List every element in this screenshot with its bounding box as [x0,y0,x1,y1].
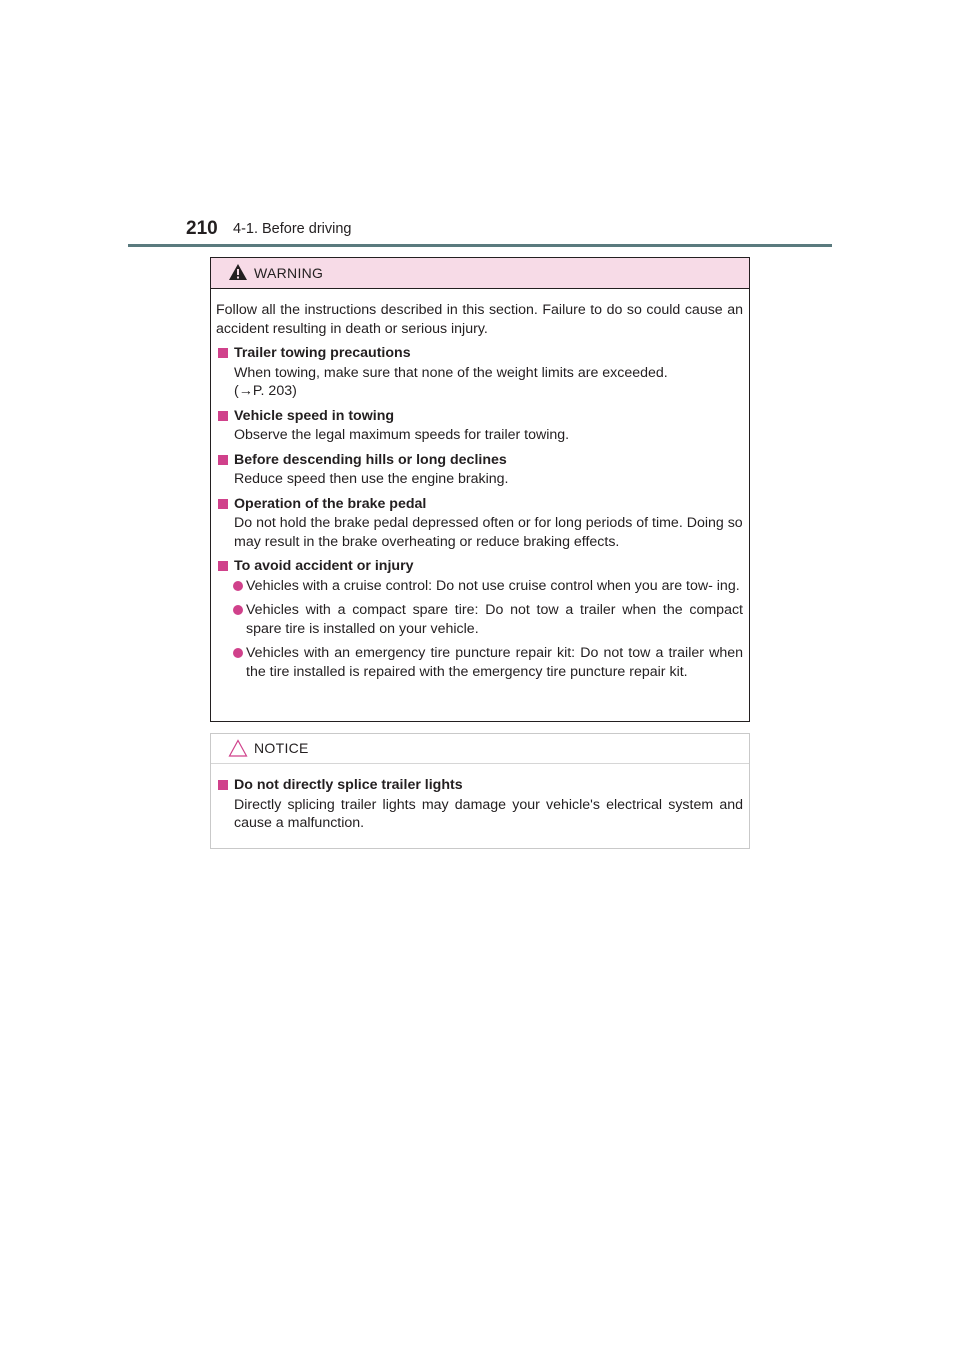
warning-label: WARNING [254,265,324,281]
pink-circle-icon [233,648,243,658]
pink-square-icon [218,411,228,421]
item-title: Before descending hills or long declines [216,451,743,470]
pink-circle-icon [233,605,243,615]
pink-square-icon [218,780,228,790]
item-title: Trailer towing precautions [216,344,743,363]
page-number: 210 [186,218,218,239]
warning-header [211,258,749,289]
notice-label: NOTICE [254,740,309,756]
warning-body [211,289,749,681]
item-text: When towing, make sure that none of the weight limits are exceeded. (→P. 203) [234,364,668,399]
page-reference: (→P. 203) [234,383,297,399]
warning-box [210,257,750,722]
pink-square-icon [218,499,228,509]
pink-square-icon [218,348,228,358]
section-title: 4-1. Before driving [233,221,352,237]
list-item: Vehicles with an emergency tire puncture repair kit: Do not tow a trailer when the tire installed is repaired with the emergency tire puncture repair kit. [216,644,743,681]
header-rule [128,244,832,247]
notice-body [211,764,749,833]
warning-intro: Follow all the instructions described in this section. Failure to do so could cause an accident resulting in death or serious injury. [216,302,743,337]
list-item: Vehicles with a cruise control: Do not use cruise control when you are tow- ing. [216,577,743,596]
item-title: To avoid accident or injury [216,557,743,576]
pink-square-icon [218,561,228,571]
item-title: Operation of the brake pedal [216,495,743,514]
item-title: Vehicle speed in towing [216,407,743,426]
caution-triangle-outline-icon [228,739,248,757]
notice-box [210,733,750,849]
warning-triangle-icon [228,263,248,281]
item-text: Observe the legal maximum speeds for trailer towing. [234,427,570,443]
pink-circle-icon [233,581,243,591]
notice-header [211,734,749,764]
item-text: Reduce speed then use the engine braking. [234,471,509,487]
item-text: Do not hold the brake pedal depressed often or for long periods of time. Doing so may result in the brake overheating or reduce braking effects. [234,515,743,550]
list-item: Vehicles with a compact spare tire: Do not tow a trailer when the compact spare tire is installed on your vehicle. [216,601,743,638]
item-text: Directly splicing trailer lights may damage your vehicle's electrical system and cause a malfunction. [234,796,743,831]
pink-square-icon [218,455,228,465]
item-title: Do not directly splice trailer lights [216,776,743,795]
